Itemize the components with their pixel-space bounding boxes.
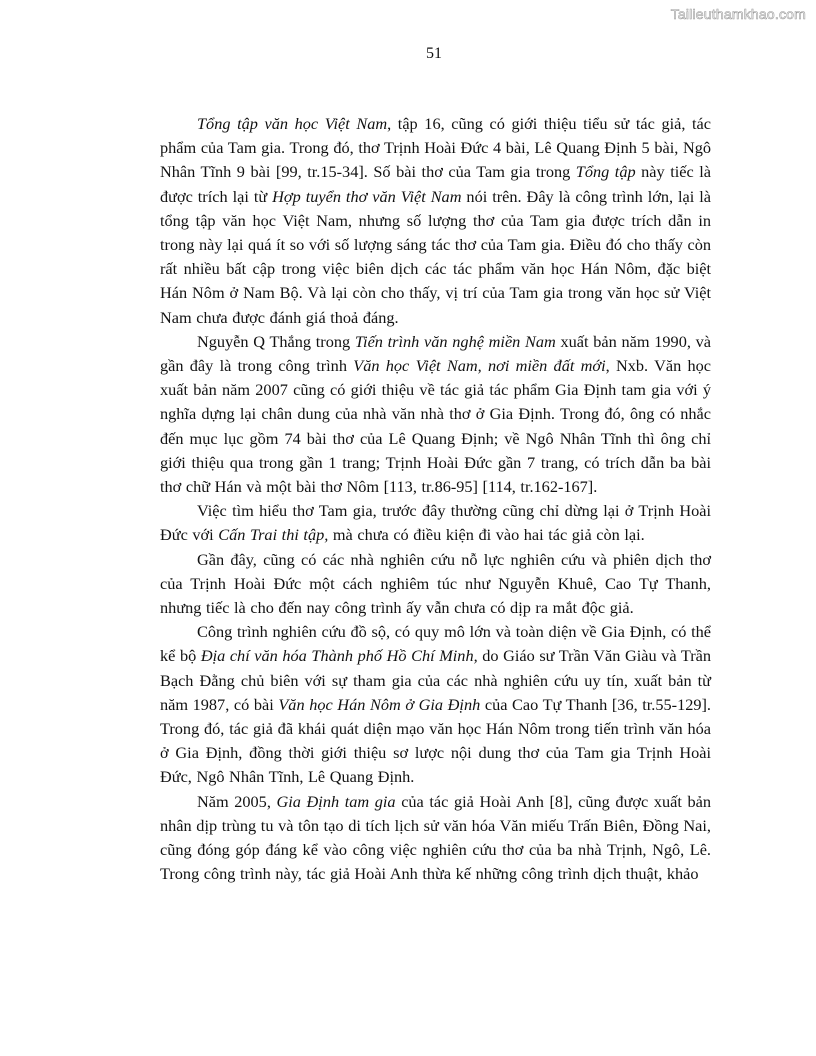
text-run: Năm 2005, [197, 791, 277, 811]
text-run: Gần đây, cũng có các nhà nghiên cứu nỗ lực nghiên cứu và phiên dịch thơ của Trịnh Hoài Đức một cách nghiêm túc như Nguyễn Khuê, Cao Tự Thanh, nhưng tiếc là cho đến nay công trình ấy vẫn chưa có dịp ra mắt độc giả. [160, 549, 711, 618]
paragraph [160, 620, 711, 789]
text-run: Công trình nghiên cứu đồ sộ, có quy mô lớn và toàn diện về Gia Định, có thể kể bộ [160, 622, 711, 666]
book-title: Tổng tập văn học Việt Nam [197, 114, 388, 133]
page-number: 51 [426, 45, 442, 62]
text-run: Nguyễn Q Thắng trong [197, 331, 355, 351]
text-run: , tập 16, cũng có giới thiệu tiểu sử tác giả, tác phẩm của Tam gia. Trong đó, thơ Trịnh Hoài Đức 4 bài, Lê Quang Định 5 bài, Ngô Nhân Tĩnh 9 bài [99, tr.15-34]. Số bài thơ của Tam gia trong [160, 114, 711, 182]
text-run: mà chưa có điều kiện đi vào hai tác giả còn lại. [328, 525, 645, 545]
text-run: nói trên. Đây là công trình lớn, lại là tổng tập văn học Việt Nam, nhưng số lượng thơ của Tam gia được trích dẫn in trong này lại quá ít so với số lượng sáng tác thơ của Tam gia. Điều đó cho thấy còn rất nhiều bất cập trong việc biên dịch các tác phẩm văn học Hán Nôm, đặc biệt Hán Nôm ở Nam Bộ. Và lại còn cho thấy, vị trí của Tam gia trong văn học sử Việt Nam chưa được đánh giá thoả đáng. [160, 186, 712, 327]
text-run: , Nxb. Văn học xuất bản năm 2007 cũng có giới thiệu về tác giả tác phẩm Gia Định tam gia với ý nghĩa dựng lại chân dung của nhà văn nhà thơ ở Gia Định. Trong đó, ông có nhắc đến mục lục gồm 74 bài thơ của Lê Quang Định; về Ngô Nhân Tĩnh thì ông chỉ giới thiệu qua trong gần 1 trang; Trịnh Hoài Đức gần 7 trang, có trích dẫn ba bài thơ chữ Hán và một bài thơ Nôm [113, tr.86-95] [114, tr.162-167]. [160, 356, 712, 497]
text-run: của Cao Tự Thanh [36, tr.55-129]. Trong đó, tác giả đã khái quát diện mạo văn học Hán Nôm trong tiến trình văn hóa ở Gia Định, đồng thời giới thiệu sơ lược nội dung thơ của Tam gia Trịnh Hoài Đức, Ngô Nhân Tĩnh, Lê Quang Định. [160, 694, 711, 787]
book-title: Tiến trình văn nghệ miền Nam [354, 331, 556, 351]
watermark: Tailieuthamkhao.com [670, 6, 806, 22]
paragraph [160, 112, 711, 330]
book-title: Gia Định tam gia [276, 791, 396, 811]
book-title: Địa chí văn hóa Thành phố Hồ Chí Minh, [200, 646, 478, 666]
text-run: xuất bản năm 1990, và gần đây là trong công trình [160, 331, 711, 376]
paragraph [160, 790, 711, 887]
paragraph [160, 499, 711, 547]
text-run: do Giáo sư Trần Văn Giàu và Trần Bạch Đằng chủ biên với sự tham gia của các nhà nghiên cứu uy tín, xuất bản từ năm 1987, có bài [160, 646, 712, 714]
book-title: Văn học Việt Nam, nơi miền đất mới [353, 356, 606, 376]
text-run: Việc tìm hiểu thơ Tam gia, trước đây thường cũng chỉ dừng lại ở Trịnh Hoài Đức với [160, 501, 711, 545]
book-title: Hợp tuyển thơ văn Việt Nam [272, 186, 462, 206]
book-title: Văn học Hán Nôm ở Gia Định [278, 694, 481, 714]
text-run: này tiếc là được trích lại từ [160, 162, 711, 206]
paragraph [160, 330, 711, 499]
book-title: Tổng tập [575, 162, 636, 182]
paragraph [160, 548, 711, 621]
text-run: của tác giả Hoài Anh [8], cũng được xuất bản nhân dịp trùng tu và tôn tạo di tích lịch sử văn hóa Văn miếu Trấn Biên, Đồng Nai, cũng đóng góp đáng kể vào công việc nghiên cứu thơ của ba nhà Trịnh, Ngô, Lê. Trong công trình này, tác giả Hoài Anh thừa kế những công trình dịch thuật, khảo [160, 791, 711, 884]
book-title: Cấn Trai thi tập, [218, 525, 329, 545]
body-text [160, 112, 711, 887]
